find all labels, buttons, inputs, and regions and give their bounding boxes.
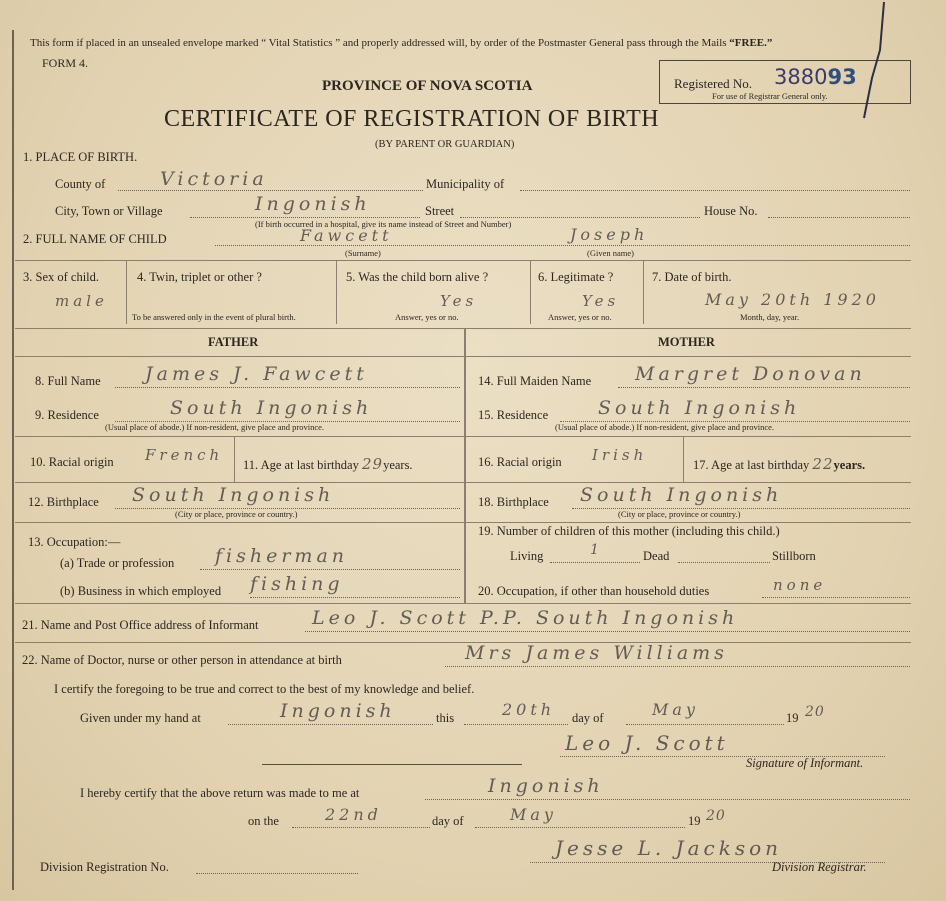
mother-occupation-label: 20. Occupation, if other than household duties — [478, 584, 710, 598]
dob-value: May 20th 1920 — [705, 290, 880, 309]
form-number: FORM 4. — [42, 56, 89, 70]
house-label: House No. — [704, 204, 758, 218]
registrar-signature-label: Division Registrar. — [772, 860, 867, 874]
living-value: 1 — [590, 542, 603, 558]
father-heading: FATHER — [208, 335, 259, 349]
province-heading: PROVINCE OF NOVA SCOTIA — [322, 78, 533, 94]
father-business-value: fishing — [250, 573, 344, 595]
given-at-label: Given under my hand at — [80, 711, 201, 725]
registrar-signature: Jesse L. Jackson — [555, 836, 783, 860]
mother-residence-label: 15. Residence — [478, 408, 549, 422]
dead-label: Dead — [643, 549, 670, 563]
doctor-value: Mrs James Williams — [465, 642, 728, 664]
sex-label: 3. Sex of child. — [23, 270, 100, 284]
informant-value: Leo J. Scott P.P. South Ingonish — [312, 607, 739, 629]
county-label: County of — [55, 177, 106, 191]
father-birthplace-label: 12. Birthplace — [28, 495, 99, 509]
registrar-statement: I hereby certify that the above return was made to me at — [80, 786, 360, 800]
pen-stroke-mark — [850, 0, 890, 125]
place-of-birth-heading: 1. PLACE OF BIRTH. — [23, 150, 138, 164]
city-label: City, Town or Village — [55, 204, 163, 218]
certificate-title: CERTIFICATE OF REGISTRATION OF BIRTH — [164, 106, 660, 132]
on-the-label: on the — [248, 814, 279, 828]
city-value: Ingonish — [255, 193, 371, 215]
mother-heading: MOTHER — [658, 335, 715, 349]
registrar-day-value: 22nd — [325, 805, 382, 824]
mother-racial-value: Irish — [592, 446, 648, 464]
registrar-year-value: 20 — [706, 808, 726, 824]
doctor-label: 22. Name of Doctor, nurse or other person in attendance at birth — [22, 653, 342, 667]
mother-racial-label: 16. Racial origin — [478, 455, 562, 469]
mother-name-value: Margret Donovan — [635, 363, 866, 385]
certify-year-value: 20 — [805, 704, 825, 720]
certify-statement: I certify the foregoing to be true and correct to the best of my knowledge and belief. — [54, 682, 475, 696]
born-alive-label: 5. Was the child born alive ? — [346, 270, 489, 284]
father-trade-value: fisherman — [215, 545, 349, 567]
divider-rule — [262, 764, 522, 765]
registered-number: 388093 — [774, 65, 857, 89]
street-label: Street — [425, 204, 455, 218]
certificate-subtitle: (BY PARENT OR GUARDIAN) — [375, 139, 515, 150]
father-racial-value: French — [145, 446, 224, 464]
legitimate-value: Yes — [582, 292, 620, 310]
mother-children-label: 19. Number of children of this mother (including this child.) — [478, 524, 780, 538]
dob-label: 7. Date of birth. — [652, 270, 732, 284]
registrar-year-prefix: 19 — [688, 814, 701, 828]
registrar-day-of-label: day of — [432, 814, 464, 828]
sex-value: male — [55, 292, 108, 310]
legitimate-label: 6. Legitimate ? — [538, 270, 614, 284]
mailing-notice: This form if placed in an unsealed envelope marked “ Vital Statistics ” and properly addressed will, by order of the Postmaster General pass through the Mails “FREE.” — [30, 37, 773, 49]
mother-birthplace-label: 18. Birthplace — [478, 495, 549, 509]
father-birthplace-value: South Ingonish — [132, 484, 335, 506]
year-prefix: 19 — [786, 711, 799, 725]
living-label: Living — [510, 549, 544, 563]
given-place-value: Ingonish — [280, 700, 396, 722]
birth-certificate: This form if placed in an unsealed envelope marked “ Vital Statistics ” and properly addressed will, by order of the Postmaster General pass through the Mails “FREE.” FORM 4. PROVINCE OF NOVA SCOTIA CERTIFICATE OF REGISTRATION OF BIRTH (BY PARENT OR GUARDIAN) Registered No. 388093 For use of Registrar General only. 1. PLACE OF BIRTH. County of Victoria Municipality of City, Town or Village Ingonish Street House No. (If birth occurred in a hospital, give its name instead of Street and Number) 2. FULL NAME OF CHILD Fawcett Joseph (Surname) (Given name) 3. Sex of child. male 4. Twin, triplet or other ? To be answered only in the event of plural birth. 5. Was the child born alive ? Yes Answer, yes or no. 6. Legitimate ? Yes Answer, yes or no. 7. Date of birth. May 20th 1920 Month, day, year. FATHER MOTHER 8. Full Name James J. Fawcett 9. Residence South Ingonish (Usual place of abode.) If non-resident, give place and province. 10. Racial origin French 11. Age at last birthday 29years. 12. Birthplace South Ingonish (City or place, province or country.) 13. Occupation:— (a) Trade or profession fisherman (b) Business in which employed fishing 14. Full Maiden Name Margret Donovan 15. Residence South Ingonish (Usual place of abode.) If non-resident, give place and province. 16. Racial origin Irish 17. Age at last birthday 22years. 18. Birthplace South Ingonish (City or place, province or country.) 19. Number of children of this mother (including this child.) Living 1 Dead Stillborn 20. Occupation, if other than household duties none 21. Name and Post Office address of Informant Leo J. Scott P.P. South Ingonish 22. Name of Doctor, nurse or other person in attendance at birth Mrs James Williams I certify the foregoing to be true and correct to the best of my knowledge and belief. Given under my hand at Ingonish this 20th day of May 19 20 Leo J. Scott Signature of Informant. I hereby certify that the above return was made to me at Ingonish on the 22nd day of May 19 20 Division Registration No. Jesse L. Jackson Division Registrar. — [0, 0, 946, 901]
registrar-place-value: Ingonish — [488, 775, 604, 797]
certify-day-value: 20th — [502, 700, 556, 719]
father-occupation-label: 13. Occupation:— — [28, 535, 121, 549]
father-racial-label: 10. Racial origin — [30, 455, 114, 469]
father-residence-value: South Ingonish — [170, 397, 373, 419]
father-trade-label: (a) Trade or profession — [60, 556, 175, 570]
stillborn-label: Stillborn — [772, 549, 816, 563]
municipality-label: Municipality of — [426, 177, 505, 191]
mother-occupation-value: none — [773, 576, 827, 594]
father-residence-label: 9. Residence — [35, 408, 99, 422]
left-margin-rule — [12, 30, 14, 890]
father-name-value: James J. Fawcett — [145, 363, 368, 385]
mother-birthplace-value: South Ingonish — [580, 484, 783, 506]
child-surname-value: Fawcett — [300, 226, 393, 245]
this-label: this — [436, 711, 455, 725]
twin-label: 4. Twin, triplet or other ? — [137, 270, 262, 284]
informant-label: 21. Name and Post Office address of Informant — [22, 618, 259, 632]
father-name-label: 8. Full Name — [35, 374, 101, 388]
street-note: (If birth occurred in a hospital, give its name instead of Street and Number) — [255, 219, 512, 229]
informant-signature-label: Signature of Informant. — [746, 756, 864, 770]
child-given-value: Joseph — [570, 225, 649, 244]
mother-name-label: 14. Full Maiden Name — [478, 374, 592, 388]
father-age-label: 11. Age at last birthday 29years. — [243, 455, 413, 473]
division-registration-label: Division Registration No. — [40, 860, 169, 874]
mother-residence-value: South Ingonish — [598, 397, 801, 419]
father-business-label: (b) Business in which employed — [60, 584, 222, 598]
mother-age-label: 17. Age at last birthday 22years. — [693, 455, 866, 473]
registrar-month-value: May — [510, 805, 557, 824]
born-alive-value: Yes — [440, 292, 478, 310]
certify-month-value: May — [652, 700, 699, 719]
county-value: Victoria — [160, 168, 268, 190]
child-name-label: 2. FULL NAME OF CHILD — [23, 232, 167, 246]
day-of-label: day of — [572, 711, 604, 725]
informant-signature: Leo J. Scott — [565, 731, 729, 755]
registered-box: Registered No. 388093 For use of Registrar General only. — [659, 60, 911, 104]
